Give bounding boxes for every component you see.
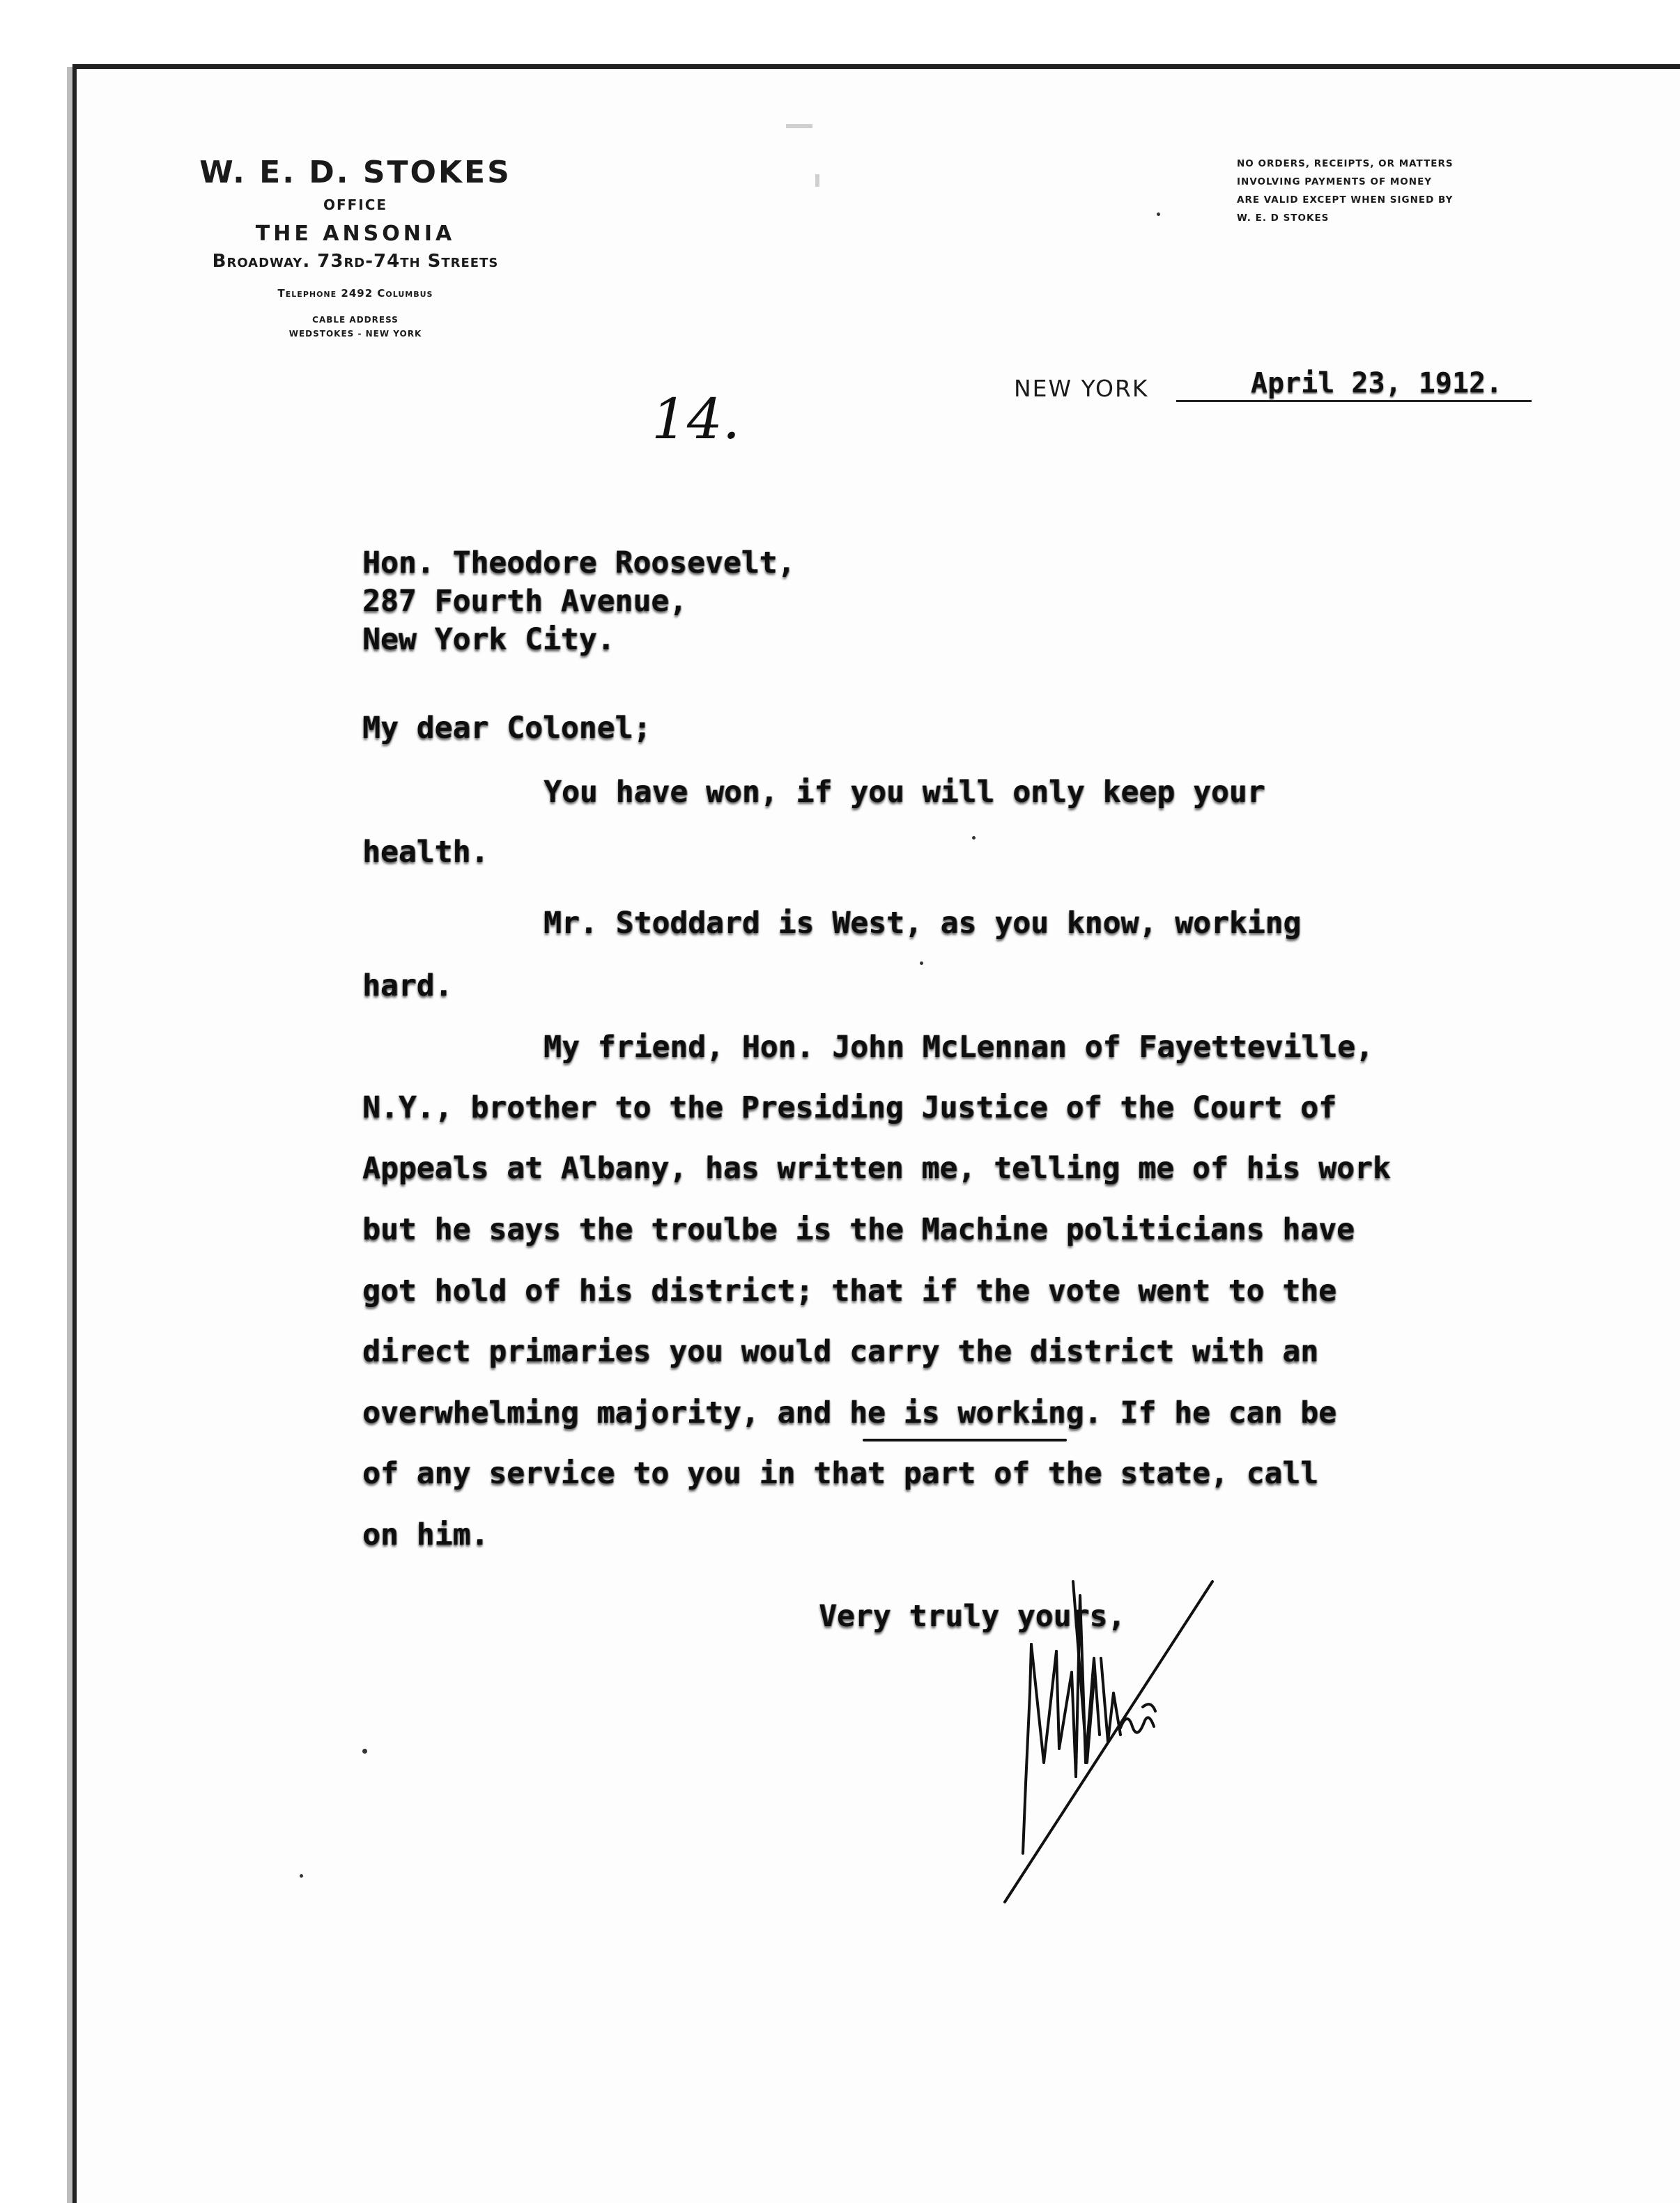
- body-line: got hold of his district; that if the vote went to the: [362, 1274, 1336, 1308]
- closing: Very truly yours,: [819, 1599, 1126, 1634]
- ink-spot: [362, 1749, 367, 1754]
- body-line: on him.: [362, 1517, 489, 1552]
- ink-spot: [300, 1874, 303, 1878]
- handwritten-underline: [863, 1439, 1067, 1441]
- notice-line: NO ORDERS, RECEIPTS, OR MATTERS: [1237, 158, 1454, 169]
- handwritten-page-number: 14.: [652, 387, 741, 451]
- body-line: overwhelming majority, and he is working. If he can be: [362, 1396, 1336, 1430]
- letterhead-cable-label: CABLE ADDRESS: [312, 315, 399, 325]
- ink-spot: [972, 836, 976, 840]
- dateline-date: April 23, 1912.: [1251, 367, 1503, 399]
- notice-line: ARE VALID EXCEPT WHEN SIGNED BY: [1237, 194, 1454, 206]
- notice-line: W. E. D STOKES: [1237, 212, 1330, 224]
- letterhead-office: OFFICE: [323, 196, 388, 213]
- body-line: N.Y., brother to the Presiding Justice of the Court of: [362, 1090, 1336, 1125]
- letterhead-name: W. E. D. STOKES: [199, 155, 511, 190]
- dateline-rule: [1176, 400, 1532, 402]
- letterhead-building: THE ANSONIA: [255, 222, 456, 246]
- recipient-line: Hon. Theodore Roosevelt,: [362, 546, 796, 580]
- body-line: Mr. Stoddard is West, as you know, working: [544, 906, 1302, 941]
- recipient-line: New York City.: [362, 622, 615, 657]
- letterhead-cable-address: WEDSTOKES - NEW YORK: [288, 329, 422, 339]
- body-line: direct primaries you would carry the district with an: [362, 1334, 1319, 1369]
- body-line: health.: [362, 835, 489, 869]
- body-line: but he says the troulbe is the Machine politicians have: [362, 1212, 1355, 1247]
- dateline-city: NEW YORK: [1014, 375, 1149, 402]
- notice-line: INVOLVING PAYMENTS OF MONEY: [1237, 176, 1433, 187]
- payment-notice: [1237, 155, 1529, 227]
- body-line: My friend, Hon. John McLennan of Fayetteville,: [544, 1030, 1373, 1065]
- recipient-line: 287 Fourth Avenue,: [362, 584, 687, 619]
- body-line: Appeals at Albany, has written me, telling me of his work: [362, 1151, 1391, 1186]
- letterhead-address: Broadway. 73rd-74th Streets: [212, 251, 499, 272]
- letterhead-telephone: Telephone 2492 Columbus: [277, 287, 433, 300]
- body-line: hard.: [362, 968, 453, 1003]
- salutation: My dear Colonel;: [362, 711, 652, 745]
- body-line: of any service to you in that part of the state, call: [362, 1456, 1319, 1491]
- body-line: You have won, if you will only keep your: [544, 775, 1265, 810]
- ink-spot: [920, 961, 923, 965]
- scan-smudge: [786, 124, 812, 128]
- scan-smudge: [815, 174, 819, 187]
- signature-mark: [989, 1554, 1240, 1916]
- ink-spot: [1157, 212, 1160, 216]
